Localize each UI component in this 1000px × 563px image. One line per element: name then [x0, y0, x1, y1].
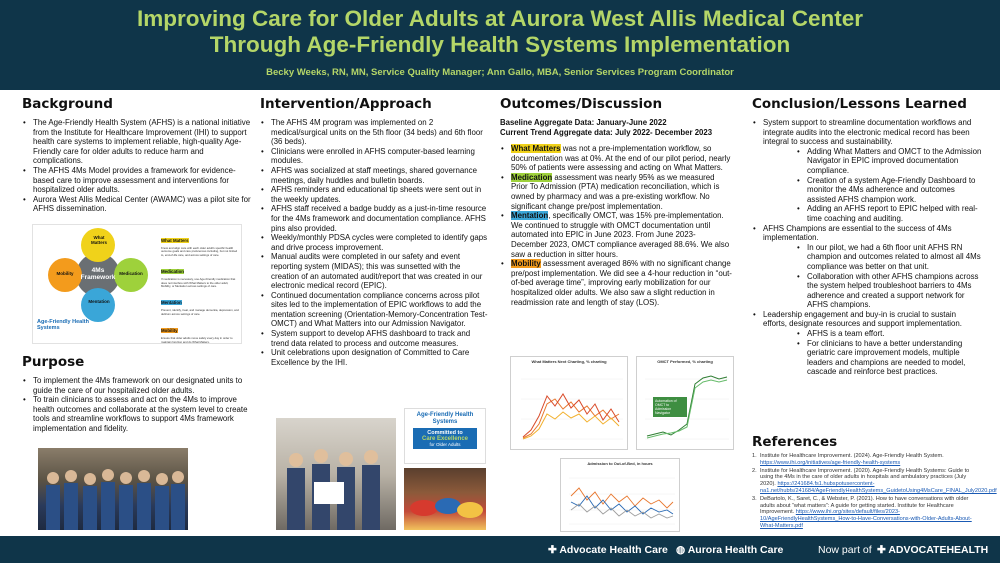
mobility-highlight: Mobility — [511, 259, 541, 269]
conclusion-heading: Conclusion/Lessons Learned — [752, 96, 967, 112]
outcomes-list — [500, 144, 732, 307]
aurora-brand: Aurora Health Care — [687, 544, 784, 556]
poster-header — [0, 0, 1000, 90]
now-part-of: Now part of — [818, 544, 872, 556]
intervention-heading: Intervention/Approach — [260, 96, 432, 112]
advocate-health-logo: ✚ ADVOCATEHEALTH — [877, 544, 989, 556]
conclusion-sublist-1 — [796, 147, 982, 224]
list-item: • Collaboration with other AFHS champions across the system helped troubleshoot barriers to 4Ms adherence and created a support network for AFHS champions. — [796, 272, 982, 310]
celebration-figures — [276, 418, 396, 530]
list-item: • To implement the 4Ms framework on our designated units to guide the care of our hospitalized older adults. — [22, 376, 252, 395]
advocate-brand: Advocate Health Care — [559, 544, 668, 556]
list-item: • AFHS staff received a badge buddy as a just-in-time resource for the 4Ms framework and documentation compliance. AFHS pins also provided. — [260, 204, 488, 233]
mentation-highlight: Mentation — [511, 211, 549, 221]
list-item — [500, 173, 732, 211]
list-item: • Adding an AFHS report to EPIC helped with real-time coaching and auditing. — [796, 204, 982, 223]
reference-item: 1. Institute for Healthcare Improvement. (2024). Age-Friendly Health System. https://www.ihi.org/initiatives/age-friendly-health-systems — [752, 453, 944, 466]
list-item: • The AFHS 4Ms Model provides a framework for evidence-based care to improve assessment and interventions for hospitalized older adults. — [22, 166, 252, 195]
list-item: • Continued documentation compliance concerns across pilot sites led to the implementation of EPIC workflows to add the mentation screening (Orientation-Memory-Concentration Test- OMCT) and What Matters into our Admission Navigator. — [260, 291, 488, 329]
conclusion-list — [752, 118, 982, 147]
reference-item: 3. DeBartolo, K., Saret, C., & Webster, P. (2021). How to have conversations with older adults about “what matters”: A guide for getting started. Institute for Healthcare Improvement. https://www.ihi.org/sites/default/files/2023-10/AgeFriendlyHealthSystems_How-to-Have-Conversations-with-Older-Adults-About-What-Matters.pdf — [752, 495, 972, 529]
badge-line2: Care Excellence — [421, 436, 469, 442]
background-heading: Background — [22, 96, 113, 112]
list-item: • Creation of a system Age-Friendly Dashboard to monitor the 4Ms adherence and outcomes assisted AFHS champion work. — [796, 176, 982, 205]
legend-title: Medication — [161, 269, 184, 275]
column-background — [22, 96, 252, 214]
group-photo-figures — [38, 448, 188, 530]
list-item: • Leadership engagement and buy-in is crucial to sustain efforts, designate resources and support implementation. — [752, 310, 982, 329]
out-of-bed-chart — [560, 458, 680, 532]
list-item — [500, 144, 732, 173]
list-item: • To train clinicians to assess and act on the 4Ms to improve health outcomes and collaborate at the system level to create tools and streamline workflows to support 4Ms framework implementation and fidelity. — [22, 395, 252, 433]
list-item — [500, 259, 732, 307]
chart-title: What Matters Next Charting, % charting — [531, 359, 607, 364]
title-line-1: Improving Care for Older Adults at Aurora West Allis Medical Center — [137, 6, 863, 31]
celebration-photo — [276, 418, 396, 530]
chart-annotation: Automation of OMCT to Admission Navigator — [653, 397, 687, 417]
conclusion-sublist-2 — [796, 243, 982, 310]
purpose-heading: Purpose — [22, 354, 85, 370]
list-item: • System support to streamline documentation workflows and integrate audits into the electronic medical record has been integral to success and sustainability. — [752, 118, 982, 147]
legend-text: Prevent, identify, treat, and manage dementia, depression, and delirium across settings of care. — [161, 308, 239, 316]
committed-badge — [404, 408, 486, 464]
cake-photo — [404, 468, 486, 530]
references-section — [752, 434, 997, 531]
purpose-list — [22, 376, 252, 434]
aurora-logo: ◍ Aurora Health Care — [676, 544, 784, 556]
mentation-label: Mentation — [88, 299, 110, 304]
list-item: • Adding What Matters and OMCT to the Admission Navigator in EPIC improved documentation compliance. — [796, 147, 982, 176]
list-item: • Unit celebrations upon designation of Committed to Care Excellence by the IHI. — [260, 348, 488, 367]
list-item: • The AFHS 4M program was implemented on 2 medical/surgical units on the 5th floor (34 beds) and 6th floor (36 beds). — [260, 118, 488, 147]
what-matters-chart-lines — [511, 364, 627, 446]
4ms-framework-figure — [32, 224, 242, 344]
conclusion-list — [752, 310, 982, 329]
mobility-label: Mobility — [56, 271, 74, 276]
column-outcomes — [500, 96, 732, 307]
reference-link[interactable]: https://241684.fs1.hubspotusercontent-na1.net/hubfs/241684/AgeFriendlyHealthSystems_GuidetoUsing4MsCare_FINAL_July2020.pdf — [760, 481, 997, 494]
reference-item: 2. Institute for Healthcare Improvement. (2020). Age-Friendly Health Systems: Guide to using the 4Ms in the care of older adults in hospitals and ambulatory practices (July 2020). https://241684.fs1.hubspotusercontent-na1.net/hubfs/241684/AgeFriendlyHealthSystems_GuidetoUsing4MsCare_FINAL_July2020.pdf — [752, 467, 997, 494]
column-conclusion — [752, 96, 982, 377]
list-item: • Manual audits were completed in our safety and event reporting system (MIDAS); this was sunsetted with the creation of an automated audit/report that was created in our electronic medical record (EPIC). — [260, 252, 488, 290]
chart-title: Admission to Out-of-Bed, in hours — [587, 461, 653, 466]
list-item: • Aurora West Allis Medical Center (AWAMC) was a pilot site for AFHS dissemination. — [22, 195, 252, 214]
reference-text: Institute for Healthcare Improvement. (2020). Age-Friendly Health Systems: Guide to using the 4Ms in the care of older adults in hospitals and ambulatory practices (July 2020). — [760, 467, 970, 488]
list-item: • AFHS reminders and educational tip sheets were sent out in the weekly updates. — [260, 185, 488, 204]
outcome-text: assessment averaged 86% with no significant change pre/post implementation. We did see a 4-hour reduction in “out-of-bed average time”, improving early mobilization for our hospitalized older adults. We also saw a slight reduction in readmission rate and length of stay (LOS). — [511, 259, 732, 307]
advocate-logo: ✚ Advocate Health Care — [548, 544, 668, 556]
framework-center-label: 4Ms Framework — [80, 267, 116, 281]
advocate-health-brand: ADVOCATEHEALTH — [888, 544, 989, 556]
badge-line1: Committed to — [427, 430, 463, 436]
title-line-2: Through Age-Friendly Health Systems Implementation — [209, 32, 791, 57]
list-item: • Weekly/monthly PDSA cycles were completed to identify gaps and drive process improvement. — [260, 233, 488, 252]
reference-text: Institute for Healthcare Improvement. (2024). Age-Friendly Health System. — [760, 453, 944, 459]
list-item: • The Age-Friendly Health System (AFHS) is a national initiative from the Institute for Healthcare Improvement (IHI) to support health care systems to implement reliable, high-quality Age-Friendly care for older adults to reduce harm and complications. — [22, 118, 252, 166]
reference-link[interactable]: https://www.ihi.org/sites/default/files/2023-10/AgeFriendlyHealthSystems_How-to-Have-Conversations-with-Older-Adults-About-What-Matters.pdf — [760, 509, 972, 529]
list-item — [500, 211, 732, 259]
conclusion-sublist-3 — [796, 329, 982, 377]
what-matters-chart — [510, 356, 628, 450]
chart-title: OMCT Performed, % charting — [657, 359, 713, 364]
list-item: • AFHS Champions are essential to the success of 4Ms implementation. — [752, 224, 982, 243]
framework-legend — [161, 229, 239, 344]
list-item: • For clinicians to have a better understanding geriatric care improvement models, multiple leaders and champions are needed to model, cascade and reinforce best practices. — [796, 339, 982, 377]
legend-title: What Matters — [161, 238, 189, 243]
list-item: • AFHS is a team effort. — [796, 329, 982, 339]
conclusion-list — [752, 224, 982, 243]
poster-title — [0, 6, 1000, 58]
list-item: • Clinicians were enrolled in AFHS computer-based learning modules. — [260, 147, 488, 166]
authors: Becky Weeks, RN, MN, Service Quality Manager; Ann Gallo, MBA, Senior Services Program Coordinator — [266, 67, 734, 78]
legend-text: If medication is necessary, use Age-Friendly medication that does not interfere with What Matters to the older adult, Mobility, or Mentation across settings of care. — [161, 277, 236, 289]
out-of-bed-chart-lines — [561, 466, 679, 528]
baseline-data: Baseline Aggregate Data: January-June 2022 — [500, 118, 667, 127]
list-item: • AFHS was socialized at staff meetings, shared governance meetings, daily huddles and bulletin boards. — [260, 166, 488, 185]
column-purpose — [22, 354, 252, 434]
badge-line3: for Older Adults — [429, 442, 461, 447]
legend-title: Mobility — [161, 328, 178, 334]
list-item: • In our pilot, we had a 6th floor unit AFHS RN champion and outcomes related to almost all 4Ms compliance was better on that unit. — [796, 243, 982, 272]
poster-footer — [0, 536, 1000, 563]
what-matters-highlight: What Matters — [511, 144, 561, 153]
omct-chart — [636, 356, 734, 450]
reference-text: DeBartolo, K., Saret, C., & Webster, P. (2021). How to have conversations with older adults about “what matters”: A guide for getting started. Institute for Healthcare Improvement. — [760, 495, 969, 516]
outcome-text: was not a pre-implementation workflow, so documentation was at 0%. At the end of our pilot period, nearly 50% of patients were assessing and acting on What Matters. — [511, 144, 731, 173]
what-matters-circle — [81, 228, 115, 262]
mentation-circle — [81, 288, 115, 322]
intervention-list — [260, 118, 488, 367]
legend-text: Know and align care with each older adult's specific health outcome goals and care preferences including, but not limited to, end-of-life care, and across settings of care. — [161, 246, 238, 257]
staff-group-photo — [38, 448, 188, 530]
outcome-text: , specifically OMCT, was 15% pre-implementation. We continued to struggle with OMCT documentation until automated into EPIC in June 2023. From June 2023-December 2023, OMCT compliance averaged 88.6%. We also saw a reduction in sitter hours. — [511, 211, 730, 259]
badge-logo: Age-Friendly Health Systems — [416, 412, 474, 425]
medication-label: Medication — [119, 271, 143, 276]
legend-title: Mentation — [161, 300, 182, 306]
column-intervention — [260, 96, 488, 367]
medication-highlight: Medication — [511, 172, 553, 182]
cake-shapes — [404, 468, 486, 530]
current-data: Current Trend Aggregate data: July 2022- December 2023 — [500, 128, 713, 137]
age-friendly-logo: Age-Friendly Health Systems — [37, 319, 89, 331]
outcomes-heading: Outcomes/Discussion — [500, 96, 663, 112]
reference-link[interactable]: https://www.ihi.org/initiatives/age-friendly-health-systems — [760, 459, 901, 466]
background-list — [22, 118, 252, 214]
references-list — [752, 453, 997, 530]
list-item: • System support to develop AFHS dashboard to track and trend data related to process and outcome measures. — [260, 329, 488, 348]
references-heading: References — [752, 434, 838, 450]
legend-text: Ensure that older adults move safely every day in order to maintain function and do What Matters. — [161, 336, 233, 344]
outcome-text: assessment was nearly 95% as we measured Prior To Admission (PTA) medication reconciliation, which is owned by pharmacy and was a pre-existing workflow. No significant change pre/post implementation. — [511, 172, 720, 211]
what-matters-label: What Matters — [90, 235, 107, 245]
